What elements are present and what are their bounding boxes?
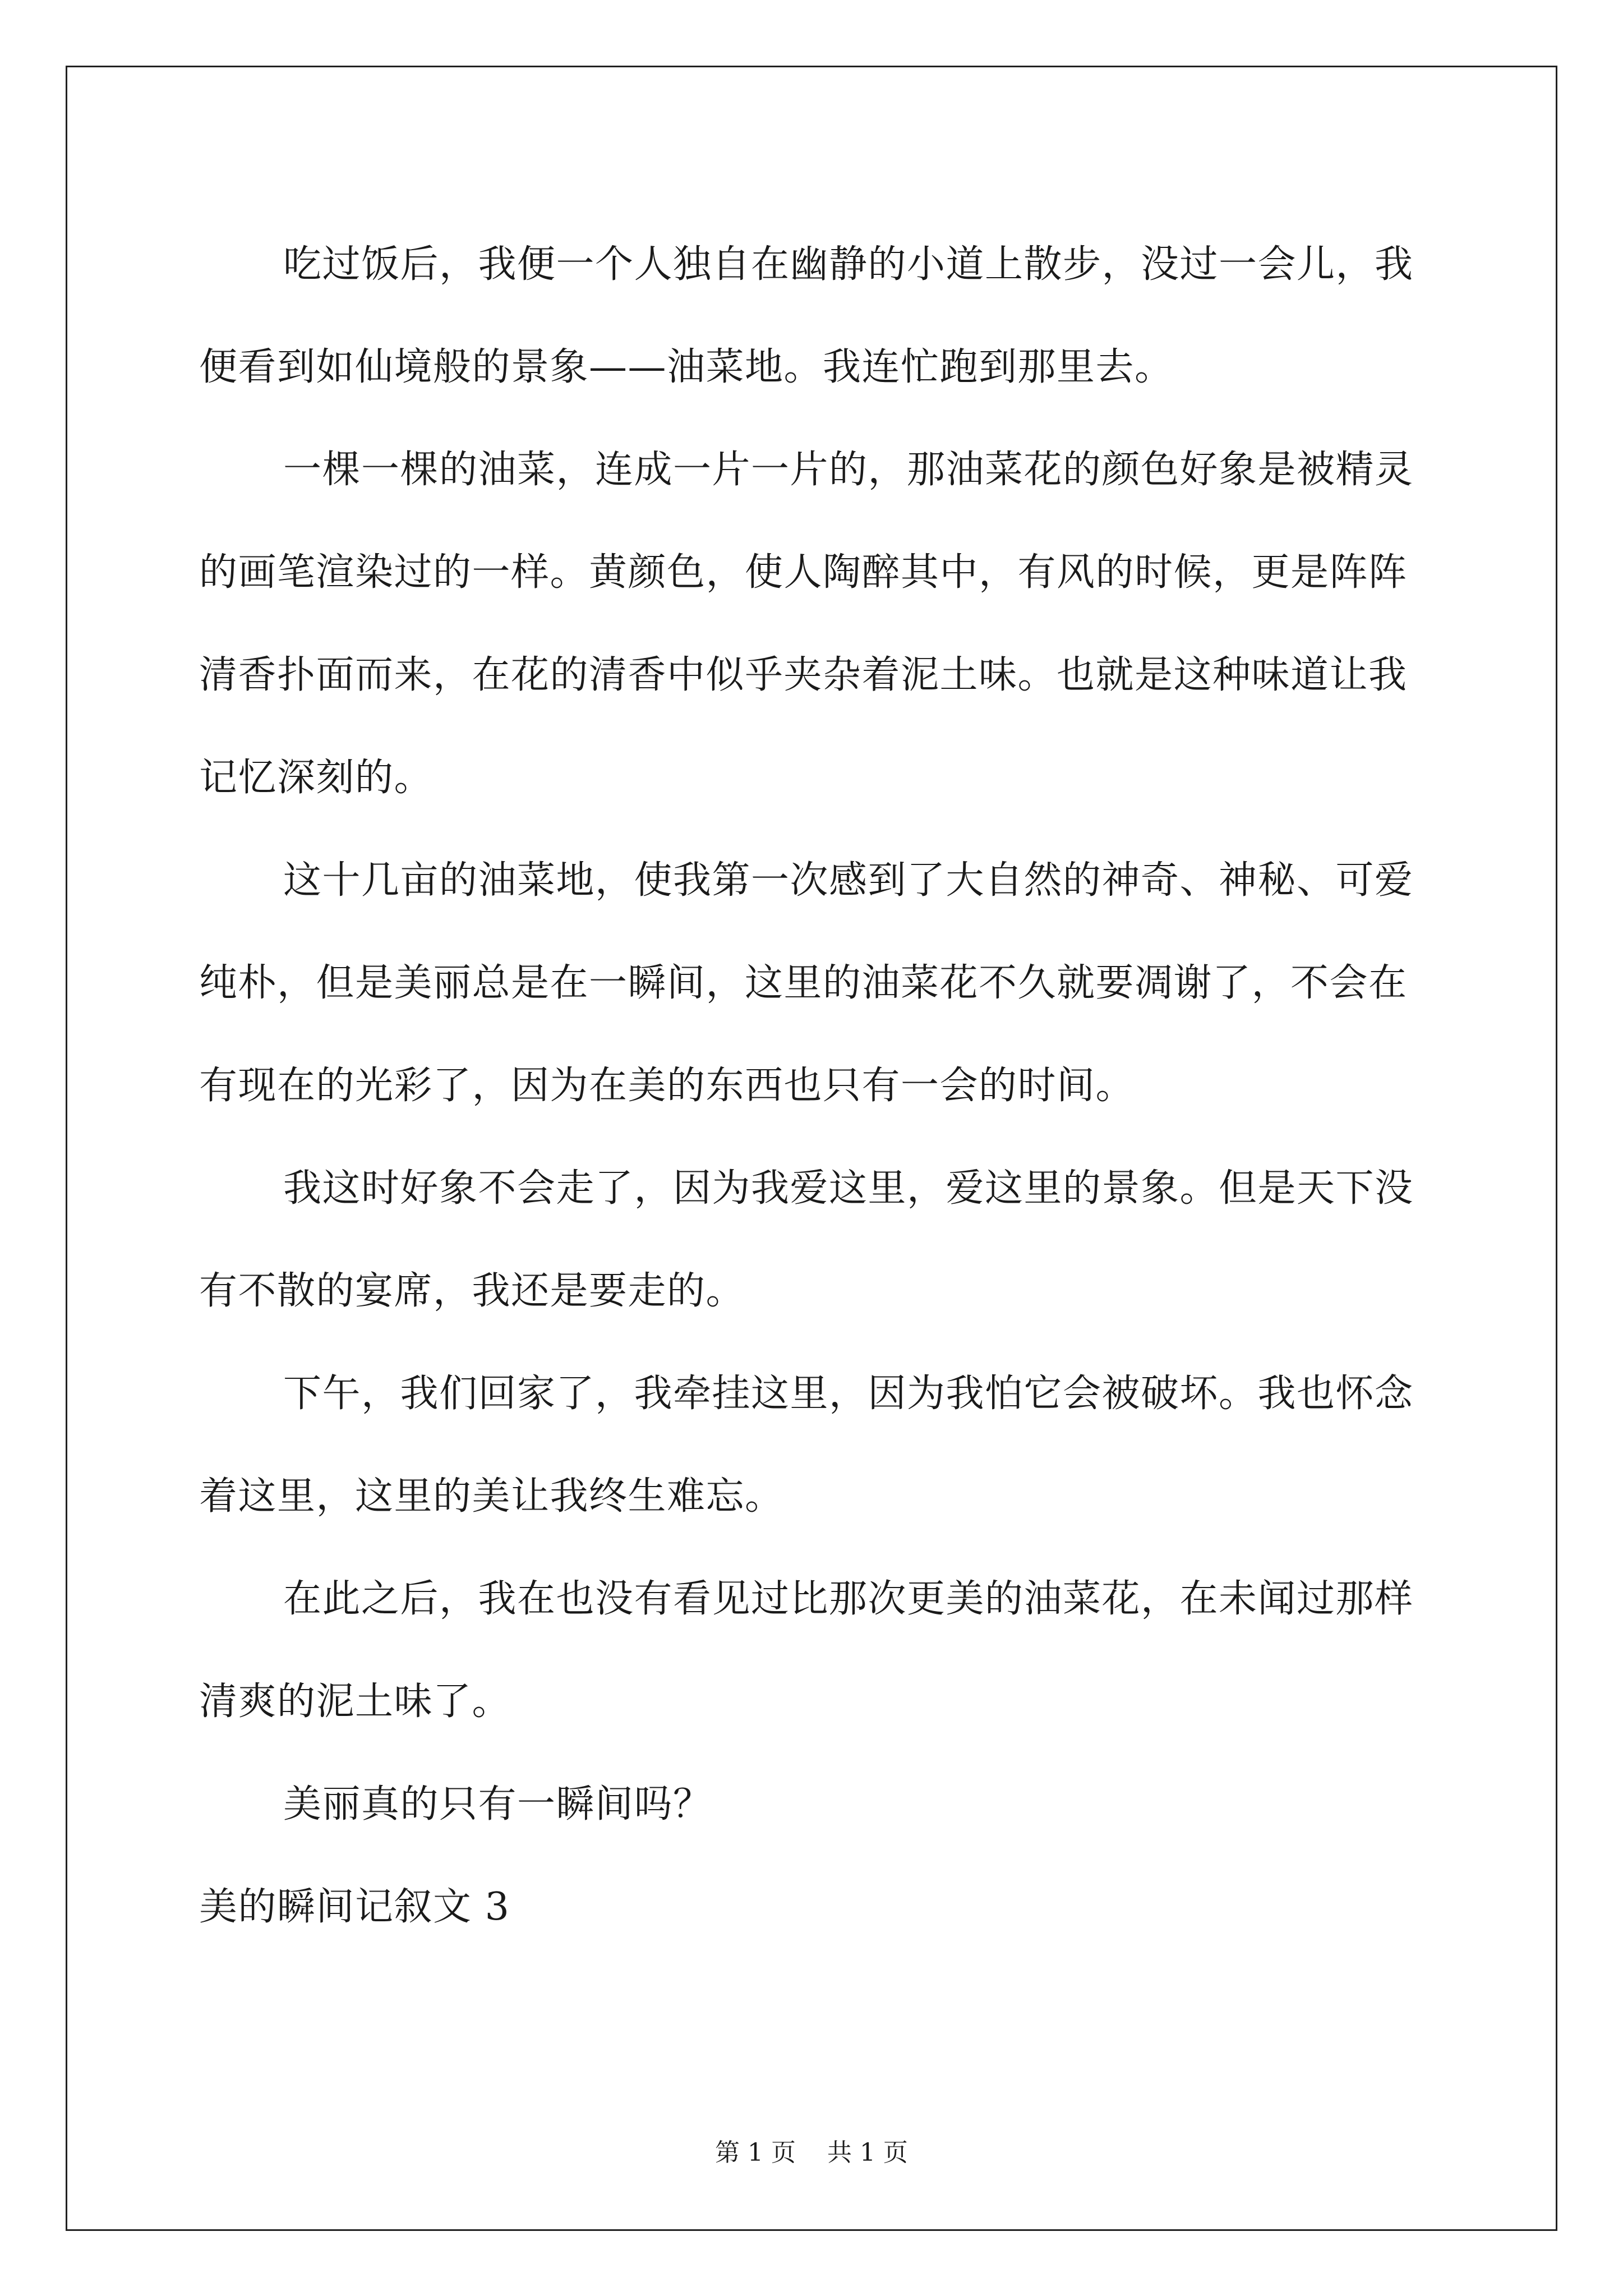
paragraph-6: 在此之后，我在也没有看见过比那次更美的油菜花，在未闻过那样清爽的泥土味了。 bbox=[199, 1577, 1414, 1724]
document-body bbox=[199, 213, 1433, 1958]
page-footer bbox=[0, 2136, 1623, 2170]
paragraph-3: 这十几亩的油菜地，使我第一次感到了大自然的神奇、神秘、可爱纯朴，但是美丽总是在一瞬间，这里的油菜花不久就要凋谢了，不会在有现在的光彩了，因为在美的东西也只有一会的时间。 bbox=[199, 858, 1414, 1108]
paragraph-5: 下午，我们回家了，我牵挂这里，因为我怕它会被破坏。我也怀念着这里，这里的美让我终生难忘。 bbox=[199, 1372, 1414, 1519]
section-heading: 美的瞬间记叙文 3 bbox=[199, 1885, 510, 1929]
paragraph-7: 美丽真的只有一瞬间吗？ bbox=[283, 1782, 712, 1826]
paragraph-4: 我这时好象不会走了，因为我爱这里，爱这里的景象。但是天下没有不散的宴席，我还是要走的。 bbox=[199, 1166, 1414, 1313]
page-total: 共 1 页 bbox=[827, 2138, 908, 2167]
paragraph-2: 一棵一棵的油菜，连成一片一片的，那油菜花的颜色好象是被精灵的画笔渲染过的一样。黄颜色，使人陶醉其中，有风的时候，更是阵阵清香扑面而来，在花的清香中似乎夹杂着泥土味。也就是这种味道让我记忆深刻的。 bbox=[199, 448, 1414, 800]
page-number: 第 1 页 bbox=[715, 2138, 796, 2167]
paragraph-1: 吃过饭后，我便一个人独自在幽静的小道上散步，没过一会儿，我便看到如仙境般的景象——油菜地。我连忙跑到那里去。 bbox=[199, 242, 1414, 389]
